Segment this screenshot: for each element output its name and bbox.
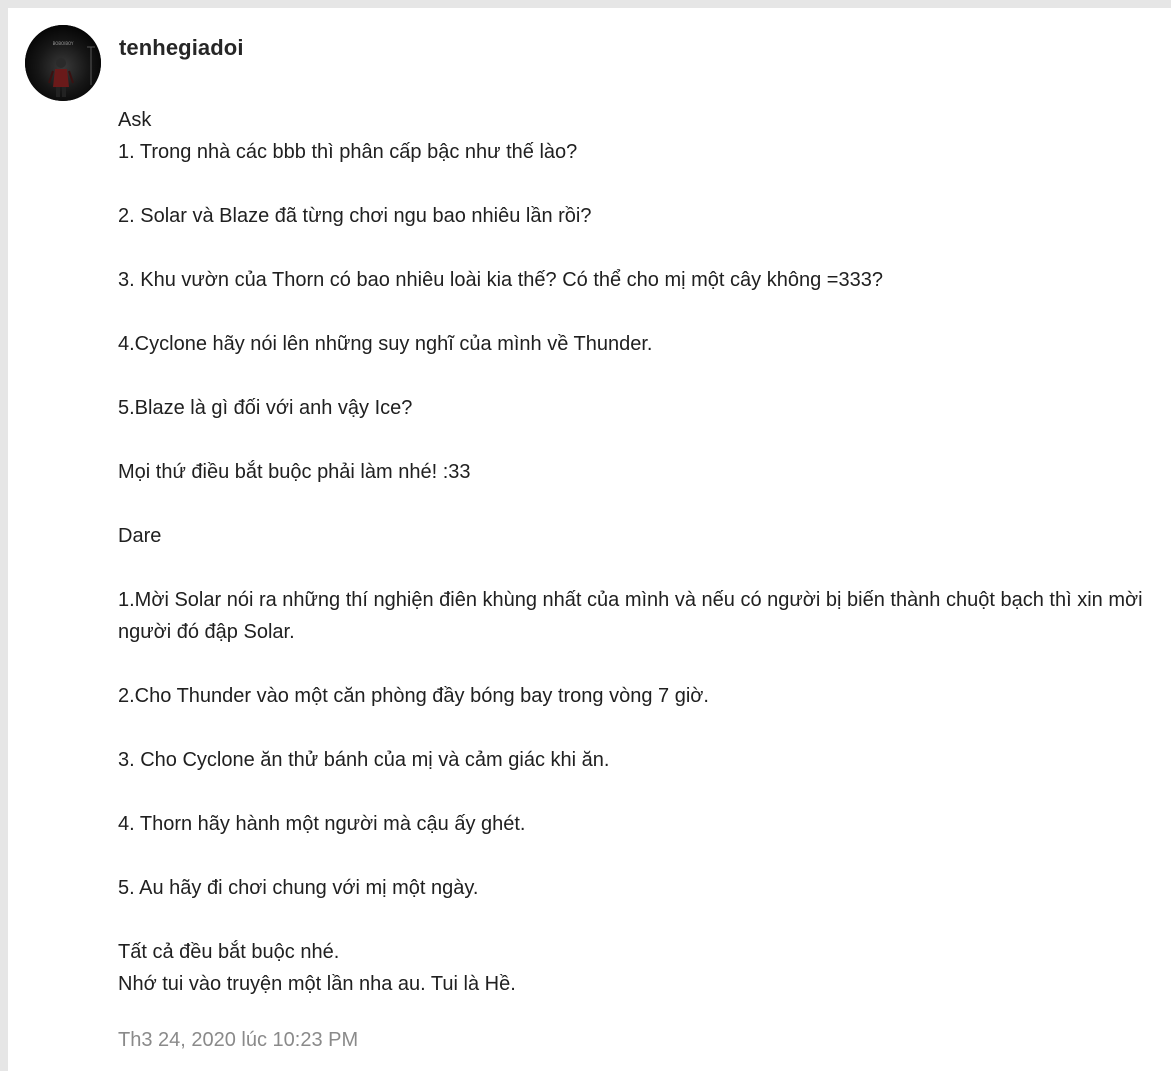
comment-line: Ask	[118, 109, 152, 131]
comment-card	[8, 8, 1171, 1071]
avatar-figure-icon	[25, 25, 101, 101]
comment-line: Dare	[118, 525, 162, 547]
comment-line: Mọi thứ điều bắt buộc phải làm nhé! :33	[118, 461, 471, 483]
comment-line: Tất cả đều bắt buộc nhé.	[118, 941, 340, 963]
comment-line: 5.Blaze là gì đối với anh vậy Ice?	[118, 397, 413, 419]
comment-timestamp: Th3 24, 2020 lúc 10:23 PM	[118, 1029, 359, 1051]
comment-line: 1. Trong nhà các bbb thì phân cấp bậc như thế lào?	[118, 141, 578, 163]
comment-line: 3. Khu vườn của Thorn có bao nhiêu loài kia thế? Có thể cho mị một cây không =333?	[118, 269, 883, 291]
user-avatar[interactable]	[25, 25, 101, 101]
comment-line: 2. Solar và Blaze đã từng chơi ngu bao nhiêu lần rồi?	[118, 205, 592, 227]
comment-username[interactable]: tenhegiadoi	[119, 35, 244, 60]
comment-line: 1.Mời Solar nói ra những thí nghiện điên khùng nhất của mình và nếu có người bị biến thành chuột bạch thì xin mời người đó đập Solar.	[118, 589, 1149, 643]
comment-line: 4.Cyclone hãy nói lên những suy nghĩ của mình về Thunder.	[118, 333, 653, 355]
comment-line: 3. Cho Cyclone ăn thử bánh của mị và cảm giác khi ăn.	[118, 749, 610, 771]
comment-line: Nhớ tui vào truyện một lần nha au. Tui là Hề.	[118, 973, 516, 995]
comment-line: 4. Thorn hãy hành một người mà cậu ấy ghét.	[118, 813, 526, 835]
comment-line: 2.Cho Thunder vào một căn phòng đầy bóng bay trong vòng 7 giờ.	[118, 685, 709, 707]
comment-body	[118, 104, 1158, 1000]
avatar-caption: BOBOIBOY	[52, 41, 74, 46]
comment-line: 5. Au hãy đi chơi chung với mị một ngày.	[118, 877, 479, 899]
